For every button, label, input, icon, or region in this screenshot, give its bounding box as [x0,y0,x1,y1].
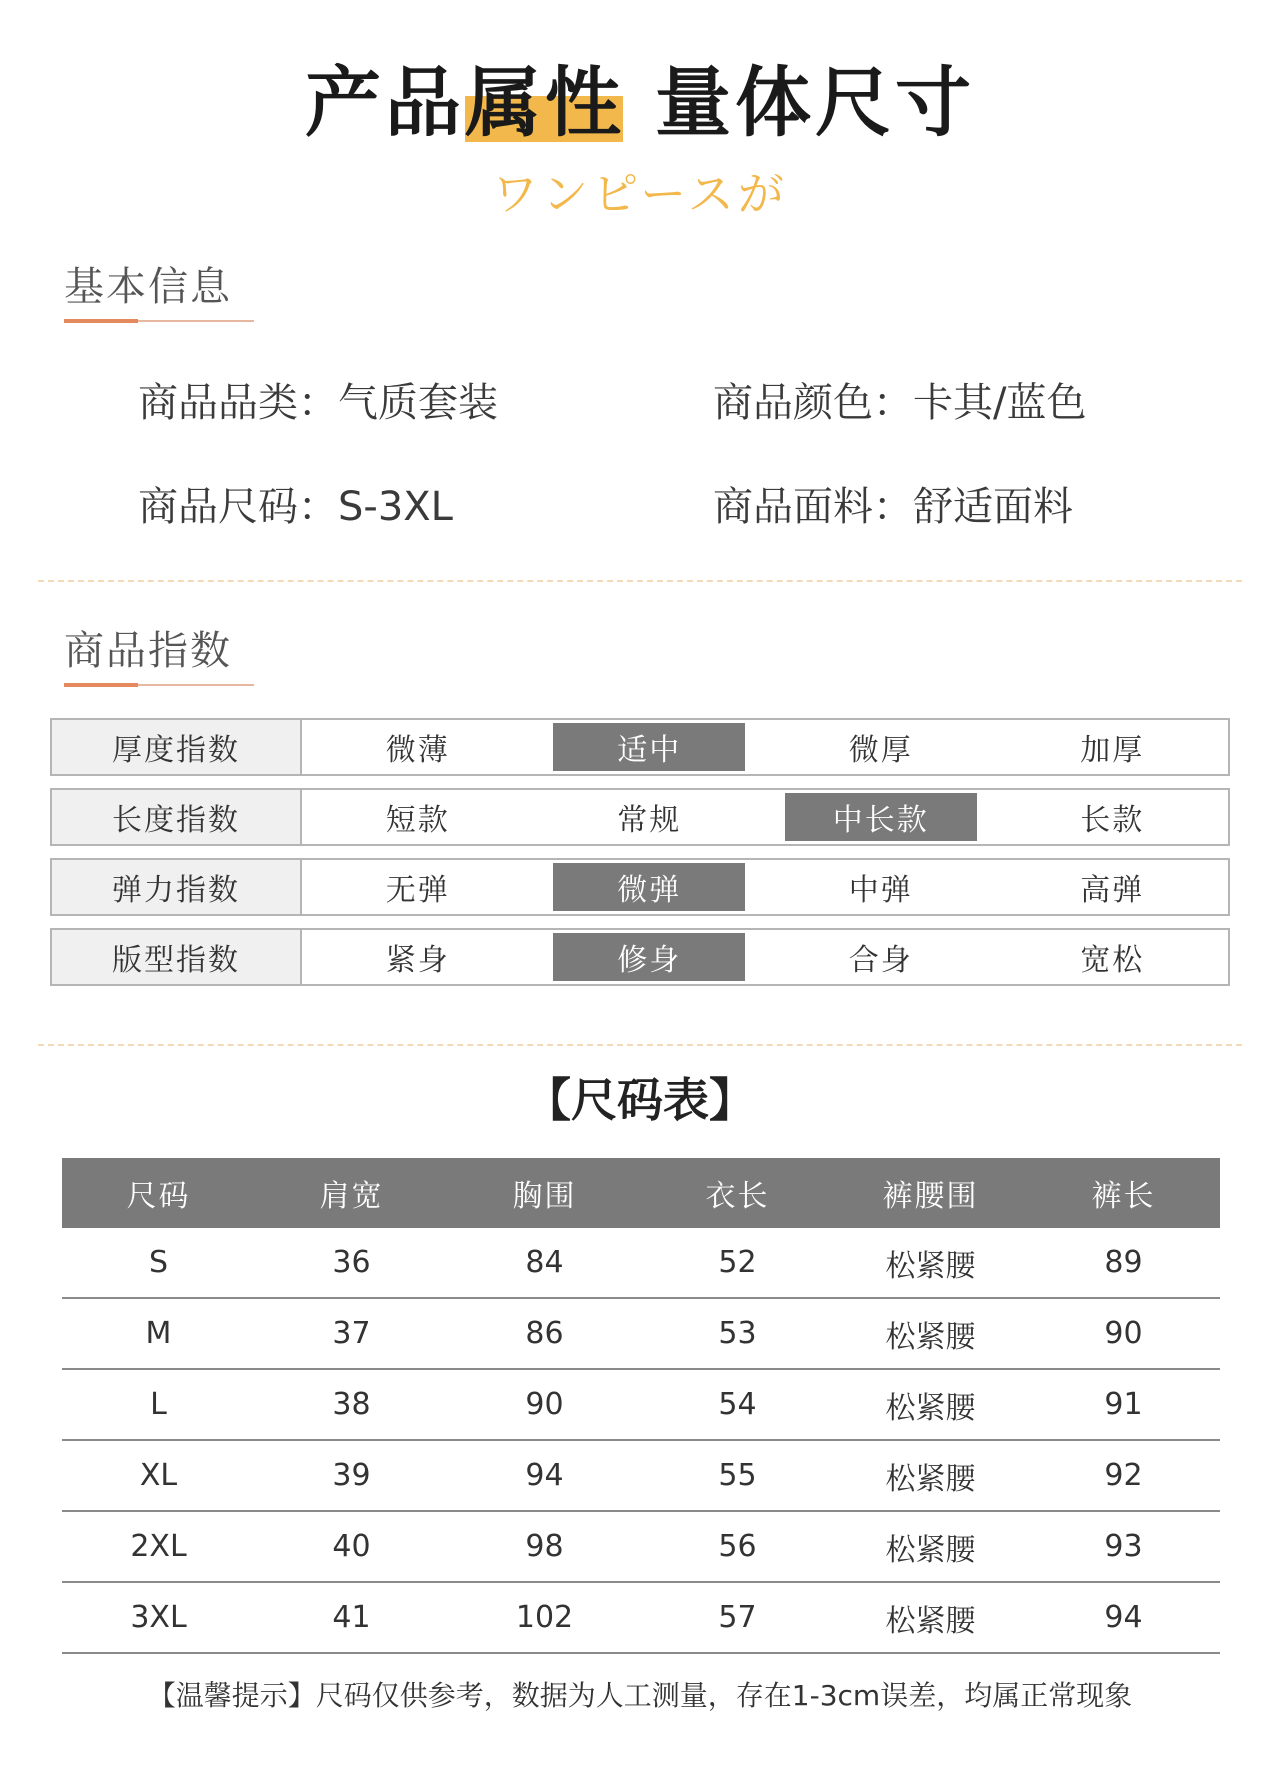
index-option-selected: 适中 [553,723,745,771]
table-cell: 91 [1027,1369,1220,1440]
table-row [62,1511,1220,1582]
table-cell: 86 [448,1298,641,1369]
info-category-value: 气质套装 [338,380,498,426]
table-cell: 90 [1027,1298,1220,1369]
index-option: 合身 [848,943,913,978]
col-header-bust: 胸围 [448,1158,641,1228]
table-cell: 54 [641,1369,834,1440]
table-cell: 松紧腰 [834,1440,1027,1511]
table-cell: 40 [255,1511,448,1582]
table-cell: 36 [255,1228,448,1298]
col-header-shoulder: 肩宽 [255,1158,448,1228]
table-cell: 松紧腰 [834,1511,1027,1582]
index-row-label: 版型指数 [52,930,302,984]
basic-info-underline [64,320,254,322]
table-cell: 37 [255,1298,448,1369]
table-cell: 41 [255,1582,448,1653]
index-option-selected: 微弹 [553,863,745,911]
index-row-thickness [50,718,1230,776]
info-category [138,378,498,428]
table-cell: 52 [641,1228,834,1298]
table-cell: 松紧腰 [834,1369,1027,1440]
table-row [62,1298,1220,1369]
title-part1: 产品属性 [305,58,625,147]
table-cell: M [62,1298,255,1369]
page-title [0,58,1280,148]
index-option: 常规 [617,803,682,838]
col-header-size: 尺码 [62,1158,255,1228]
index-option: 宽松 [1080,943,1145,978]
table-cell: 92 [1027,1440,1220,1511]
info-color-value: 卡其/蓝色 [913,380,1087,426]
product-index-heading: 商品指数 [64,628,232,674]
index-row-label: 厚度指数 [52,720,302,774]
table-cell: 39 [255,1440,448,1511]
index-option: 中弹 [848,873,913,908]
index-option: 加厚 [1080,733,1145,768]
index-row-label: 长度指数 [52,790,302,844]
table-cell: 松紧腰 [834,1228,1027,1298]
size-table-title: 【尺码表】 [525,1073,755,1127]
info-fabric-label: 商品面料： [713,484,913,530]
info-category-label: 商品品类： [138,380,338,426]
section-divider [38,580,1242,582]
footer-tip: 【温馨提示】尺码仅供参考，数据为人工测量，存在1-3cm误差，均属正常现象 [147,1679,1133,1712]
basic-info-heading: 基本信息 [64,264,232,310]
index-option: 高弹 [1080,873,1145,908]
table-cell: 89 [1027,1228,1220,1298]
table-cell: S [62,1228,255,1298]
index-row-label: 弹力指数 [52,860,302,914]
section-divider [38,1044,1242,1046]
info-fabric [713,482,1073,532]
title-group [305,58,975,148]
product-index-underline [64,684,254,686]
index-row-fit [50,928,1230,986]
table-row [62,1228,1220,1298]
index-option: 短款 [385,803,450,838]
size-table [62,1158,1220,1654]
col-header-pants-length: 裤长 [1027,1158,1220,1228]
info-size [138,482,453,532]
table-row [62,1369,1220,1440]
table-cell: 松紧腰 [834,1298,1027,1369]
table-cell: 90 [448,1369,641,1440]
index-row-elasticity [50,858,1230,916]
info-size-label: 商品尺码： [138,484,338,530]
table-cell: 56 [641,1511,834,1582]
size-table-header-row [62,1158,1220,1228]
index-option: 微薄 [385,733,450,768]
table-cell: L [62,1369,255,1440]
table-cell: 93 [1027,1511,1220,1582]
index-option: 无弹 [385,873,450,908]
table-cell: 38 [255,1369,448,1440]
table-cell: 94 [1027,1582,1220,1653]
table-cell: XL [62,1440,255,1511]
col-header-length: 衣长 [641,1158,834,1228]
table-cell: 98 [448,1511,641,1582]
table-row [62,1582,1220,1653]
index-option: 微厚 [848,733,913,768]
index-option-selected: 修身 [553,933,745,981]
info-size-value: S-3XL [338,484,453,530]
info-color [713,378,1086,428]
table-cell: 57 [641,1582,834,1653]
table-cell: 94 [448,1440,641,1511]
info-color-label: 商品颜色： [713,380,913,426]
col-header-waist: 裤腰围 [834,1158,1027,1228]
page-subtitle: ワンピースが [492,167,788,221]
title-part2: 量体尺寸 [655,58,975,147]
index-option: 长款 [1080,803,1145,838]
table-cell: 102 [448,1582,641,1653]
table-cell: 55 [641,1440,834,1511]
table-cell: 3XL [62,1582,255,1653]
table-row [62,1440,1220,1511]
index-row-length [50,788,1230,846]
info-fabric-value: 舒适面料 [913,484,1073,530]
table-cell: 2XL [62,1511,255,1582]
index-option: 紧身 [385,943,450,978]
table-cell: 53 [641,1298,834,1369]
index-option-selected: 中长款 [785,793,977,841]
table-cell: 松紧腰 [834,1582,1027,1653]
table-cell: 84 [448,1228,641,1298]
